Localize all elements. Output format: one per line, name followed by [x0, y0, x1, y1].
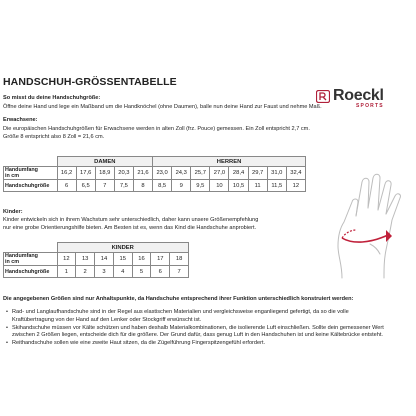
table-cell: 12: [57, 253, 76, 266]
table-cell: 17,6: [76, 167, 95, 180]
table-cell: 6: [151, 266, 170, 278]
label-line-1: Handumfang: [5, 253, 38, 259]
table-cell: 12: [286, 180, 305, 192]
table-cell: 32,4: [286, 167, 305, 180]
table-cell: 27,0: [210, 167, 229, 180]
table-cell: 9: [172, 180, 191, 192]
table-cell: 1: [57, 266, 76, 278]
table-cell: 23,0: [153, 167, 172, 180]
roeckl-mark-icon: [316, 90, 330, 103]
group-kinder: KINDER: [57, 243, 189, 253]
table-cell: 4: [113, 266, 132, 278]
table-cell: 6,5: [76, 180, 95, 192]
notes-heading: Die angegebenen Größen sind nur Anhaltspunkte, da Handschuhe entsprechend ihrer Funktion unterschiedlich konstruiert werden:: [3, 296, 354, 302]
kids-text-1: Kinder entwickeln sich in ihrem Wachstum sehr unterschiedlich, daher kann unsere Größenempfehlung: [3, 217, 259, 223]
note-text: zwischen 2 Größen liegen, entscheide dich für die größere. Der Grund dafür, dass genug Luft in den Handschuhen ist und keine Kältebrücke entsteht.: [12, 332, 383, 339]
adults-text-1: Die europäischen Handschuhgrößen für Erwachsene werden in alten Zoll (frz. Pouce) gemessen. Ein Zoll entspricht 2,7 cm.: [3, 126, 310, 132]
table-cell: 8,5: [153, 180, 172, 192]
table-cell: 18: [170, 253, 189, 266]
table-cell: 28,4: [229, 167, 248, 180]
table-cell: 24,3: [172, 167, 191, 180]
adult-circumference-row: [4, 167, 306, 180]
label-line-2: in cm: [5, 259, 20, 265]
table-cell: 14: [95, 253, 114, 266]
note-item-continuation: [12, 317, 384, 325]
table-cell: 3: [95, 266, 114, 278]
hand-measure-illustration: [312, 158, 416, 280]
row-label: Handschuhgröße: [4, 266, 58, 278]
brand-logo: [316, 89, 406, 109]
group-herren: HERREN: [153, 157, 306, 167]
table-cell: 18,9: [95, 167, 114, 180]
table-cell: 5: [132, 266, 151, 278]
table-cell: 7: [170, 266, 189, 278]
measure-text: Öffne deine Hand und lege ein Maßband um die Handknöchel (ohne Daumen), balle nun deine Hand zur Faust und nehme Maß.: [3, 104, 322, 110]
notes-list: [6, 309, 384, 348]
table-cell: 7,5: [114, 180, 133, 192]
row-label: [4, 253, 58, 266]
table-cell: 11: [248, 180, 267, 192]
table-cell: 10,5: [229, 180, 248, 192]
table-cell: 11,5: [267, 180, 286, 192]
table-cell: 7: [95, 180, 114, 192]
group-damen: DAMEN: [57, 157, 153, 167]
table-cell: 21,6: [133, 167, 152, 180]
note-item: • Rad- und Langlaufhandschuhe sind in der Regel aus elastischen Materialien und vergleichsweise enganliegend gefertigt, da so die volle: [12, 309, 384, 317]
table-cell: 13: [76, 253, 95, 266]
table-cell: 29,7: [248, 167, 267, 180]
table-cell: 15: [113, 253, 132, 266]
measure-heading: So misst du deine Handschuhgröße:: [3, 95, 101, 101]
table-cell: 16,2: [57, 167, 76, 180]
adult-size-row: [4, 180, 306, 192]
brand-sub: SPORTS: [356, 103, 384, 109]
table-cell: 31,0: [267, 167, 286, 180]
label-line-2: in cm: [5, 173, 20, 179]
kids-text-2: nur eine grobe Orientierungshilfe bieten. Am Besten ist es, wenn das Kind die Handschuhe anprobiert.: [3, 225, 257, 231]
row-label: [4, 167, 58, 180]
table-cell: 25,7: [191, 167, 210, 180]
table-cell: 2: [76, 266, 95, 278]
page-title: HANDSCHUH-GRÖSSENTABELLE: [3, 76, 177, 88]
table-cell: 16: [132, 253, 151, 266]
table-cell: 17: [151, 253, 170, 266]
note-item: • Reithandschuhe sollen wie eine zweite Haut sitzen, da die Zügelführung Fingerspitzengefühl erfordert.: [12, 340, 384, 348]
table-cell: 9,5: [191, 180, 210, 192]
table-cell: 6: [57, 180, 76, 192]
adults-heading: Erwachsene:: [3, 117, 38, 123]
note-item: • Skihandschuhe müssen vor Kälte schützen und haben deshalb Materialkombinationen, die isolierende Luft einschließen. Sollte dein gemessener Wert: [12, 325, 384, 333]
table-cell: 10: [210, 180, 229, 192]
kids-heading: Kinder:: [3, 209, 23, 215]
adult-size-table: [3, 156, 306, 192]
brand-name: Roeckl: [333, 87, 384, 104]
kids-circumference-row: [4, 253, 189, 266]
note-text: Kraftübertragung von der Hand auf den Lenker oder Stockgriff erwünscht ist.: [12, 316, 202, 323]
note-item-continuation: [12, 332, 384, 340]
adults-text-2: Größe 8 entspricht also 8 Zoll = 21,6 cm.: [3, 134, 105, 140]
label-line-1: Handumfang: [5, 167, 38, 173]
row-label: Handschuhgröße: [4, 180, 58, 192]
kids-size-row: [4, 266, 189, 278]
kids-size-table: [3, 242, 189, 278]
table-cell: 20,3: [114, 167, 133, 180]
table-cell: 8: [133, 180, 152, 192]
